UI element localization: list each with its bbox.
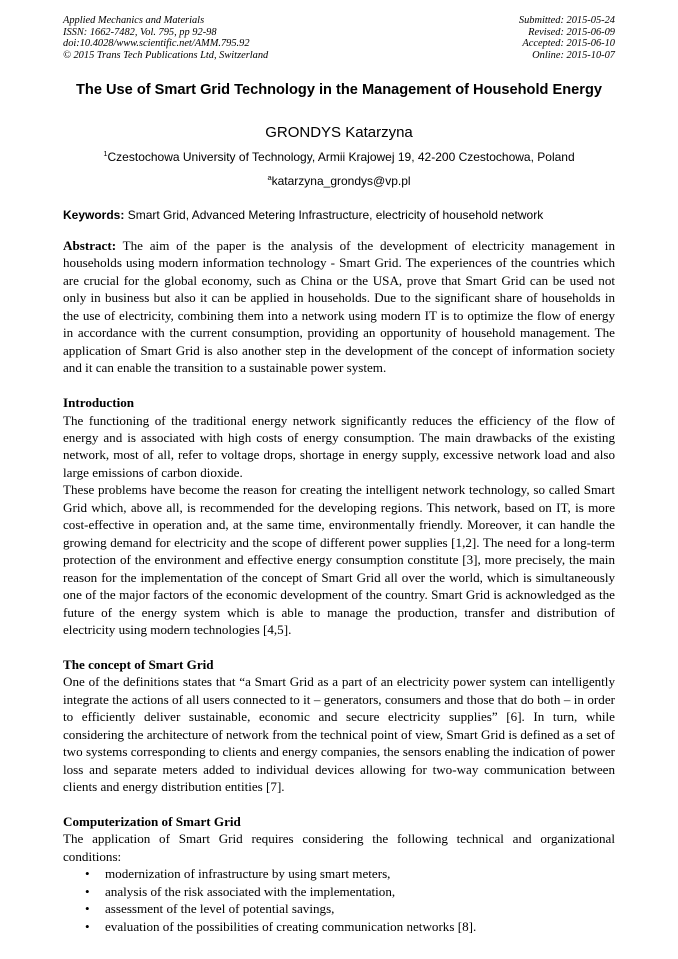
author-email — [63, 174, 615, 188]
keywords-text: Smart Grid, Advanced Metering Infrastructure, electricity of household network — [127, 208, 544, 222]
bullet-icon: • — [85, 901, 90, 917]
list-item-text: assessment of the level of potential savings, — [105, 901, 335, 917]
date-revised: Revised: 2015-06-09 — [528, 26, 615, 38]
email-text: katarzyna_grondys@vp.pl — [271, 174, 411, 188]
list-item — [63, 883, 615, 900]
affiliation — [63, 150, 615, 164]
abstract-text: The aim of the paper is the analysis of the development of electricity management in households using modern information technology - Smart Grid. The experiences of the countries which are crucial for the global economy, such as China or the USA, prove that Smart Grid can be used not only in business but also it can be applied in households. Due to the significant share of households in the use of electricity, combining them into a network using modern IT is to optimize the flow of energy in accordance with the current consumption, providing an opportunity of household management. The application of Smart Grid is also another step in the development of the concept of information society and it can enable the transition to a sustainable power system. — [63, 238, 615, 376]
list-item — [63, 918, 615, 935]
section-heading-computerization: Computerization of Smart Grid — [63, 813, 241, 829]
conditions-list — [63, 865, 615, 935]
section-heading-concept: The concept of Smart Grid — [63, 656, 214, 672]
list-item-text: evaluation of the possibilities of creating communication networks [8]. — [105, 918, 477, 934]
date-submitted: Submitted: 2015-05-24 — [518, 15, 615, 26]
concept-paragraph: One of the definitions states that “a Smart Grid as a part of an electricity power system can intelligently integrate the actions of all users connected to it – generators, consumers and those that do both – in order to efficiently deliver sustainable, economic and secure electricity supplies” [6]. In turn, while considering the architecture of network from the technical point of view, Smart Grid is defined as a set of two systems corresponding to clients and energy companies, the sensors enabling the indication of power loss and separate meters added to individual devices allowing for two-way communication between clients and energy distribution entities [7]. — [63, 674, 615, 795]
date-accepted: Accepted: 2015-06-10 — [522, 38, 615, 49]
list-item — [63, 900, 615, 917]
computerization-paragraph: The application of Smart Grid requires considering the following technical and organizational conditions: — [63, 831, 615, 864]
bullet-icon: • — [85, 883, 90, 899]
paper-body — [63, 237, 615, 935]
journal-issn: ISSN: 1662-7482, Vol. 795, pp 92-98 — [63, 26, 217, 38]
affiliation-text: Czestochowa University of Technology, Armii Krajowej 19, 42-200 Czestochowa, Poland — [107, 150, 575, 164]
list-item-text: analysis of the risk associated with the implementation, — [105, 883, 396, 899]
bullet-icon: • — [85, 866, 90, 882]
section-heading-introduction: Introduction — [63, 395, 135, 411]
list-item — [63, 865, 615, 882]
list-item-text: modernization of infrastructure by using smart meters, — [105, 866, 391, 882]
journal-copyright: © 2015 Trans Tech Publications Ltd, Switzerland — [63, 49, 269, 61]
journal-doi: doi:10.4028/www.scientific.net/AMM.795.92 — [63, 38, 250, 49]
email-marker: a — [267, 173, 272, 182]
journal-info — [63, 15, 383, 61]
bullet-icon: • — [85, 918, 90, 934]
affiliation-marker: 1 — [103, 149, 108, 158]
abstract-label: Abstract: — [63, 238, 117, 253]
author-name: GRONDYS Katarzyna — [265, 124, 413, 141]
journal-name: Applied Mechanics and Materials — [63, 15, 205, 26]
keywords — [63, 208, 615, 222]
paper-title: The Use of Smart Grid Technology in the Management of Household Energy — [76, 82, 602, 98]
introduction-paragraph-2: These problems have become the reason for creating the intelligent network technology, so called Smart Grid which, above all, is recommended for the developing regions. This network, based on IT, is more cost-effective in operation and, at the same time, environmentally friendly. Moreover, it can handle the growing demand for electricity and the scope of different power supplies [1,2]. The need for a long-term protection of the environment and effective energy consumption constitute [3], more precisely, the main reason for the implementation of the concept of Smart Grid all over the world, which is simultaneously one of the major factors of the economic development of the country. Smart Grid is acknowledged as the future of the energy system which is able to manage the production, transfer and distribution of electricity using modern technologies [4,5]. — [63, 482, 615, 637]
abstract — [63, 237, 615, 377]
date-online: Online: 2015-10-07 — [532, 49, 615, 61]
keywords-label: Keywords: — [63, 208, 125, 222]
publication-dates — [395, 15, 615, 61]
introduction-paragraph-1: The functioning of the traditional energy network significantly reduces the efficiency of the flow of energy and is associated with high costs of energy consumption. The main drawbacks of the existing network, most of all, refer to voltage drops, shortage in energy supply, excessive network load and also large emissions of carbon dioxide. — [63, 412, 615, 480]
